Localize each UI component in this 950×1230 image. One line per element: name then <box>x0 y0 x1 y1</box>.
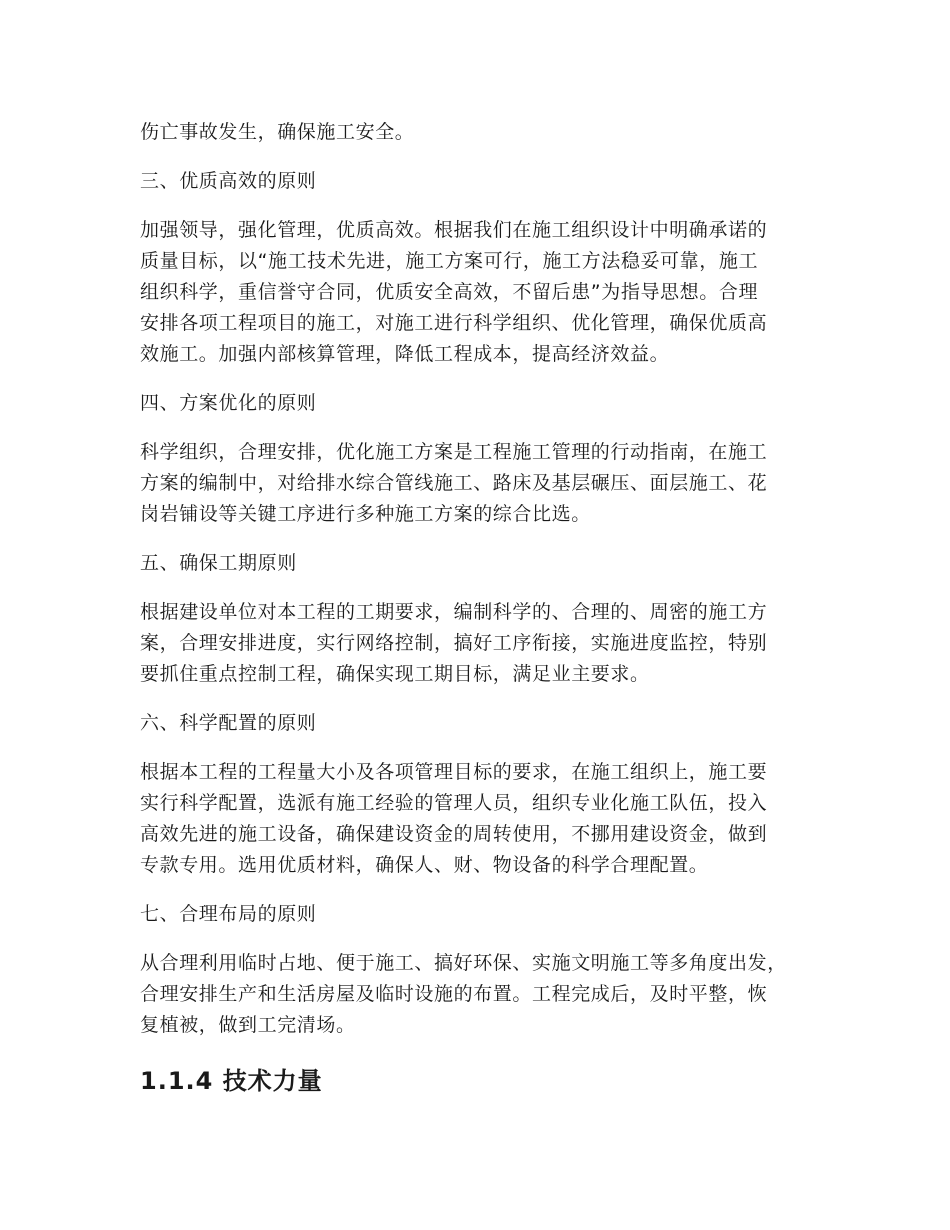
paragraph-scientific-allocation <box>140 757 830 881</box>
text-line: 高效先进的施工设备，确保建设资金的周转使用，不挪用建设资金，做到 <box>140 823 768 845</box>
text-line: 根据本工程的工程量大小及各项管理目标的要求，在施工组织上，施工要 <box>140 761 768 783</box>
text-line: 方案的编制中，对给排水综合管线施工、路床及基层碾压、面层施工、花 <box>140 472 768 494</box>
heading-text: 七、合理布局的原则 <box>140 903 317 925</box>
document-body <box>140 117 830 1099</box>
text-line: 实行科学配置，选派有施工经验的管理人员，组织专业化施工队伍，投入 <box>140 792 768 814</box>
text-line: 科学组织，合理安排，优化施工方案是工程施工管理的行动指南，在施工 <box>140 441 768 463</box>
paragraph-quality <box>140 215 830 370</box>
text-line: 合理安排生产和生活房屋及临时设施的布置。工程完成后，及时平整，恢 <box>140 983 768 1005</box>
text-line: 加强领导，强化管理，优质高效。根据我们在施工组织设计中明确承诺的 <box>140 219 768 241</box>
heading-schedule-principle <box>140 548 830 579</box>
text-line: 要抓住重点控制工程，确保实现工期目标，满足业主要求。 <box>140 663 650 685</box>
text-line: 根据建设单位对本工程的工期要求，编制科学的、合理的、周密的施工方 <box>140 601 768 623</box>
text-line: 效施工。加强内部核算管理，降低工程成本，提高经济效益。 <box>140 343 670 365</box>
text-line: 从合理利用临时占地、便于施工、搞好环保、实施文明施工等多角度出发， <box>140 952 787 974</box>
paragraph-plan-optimization <box>140 437 830 530</box>
heading-text: 五、确保工期原则 <box>140 552 297 574</box>
section-heading-technical-strength <box>140 1063 830 1099</box>
section-heading-text: 1.1.4 技术力量 <box>140 1067 323 1095</box>
text-line: 组织科学，重信誉守合同，优质安全高效，不留后患”为指导思想。合理 <box>140 281 759 303</box>
heading-scientific-allocation <box>140 708 830 739</box>
paragraph-schedule <box>140 597 830 690</box>
text-line: 复植被，做到工完清场。 <box>140 1014 356 1036</box>
heading-text: 三、优质高效的原则 <box>140 170 317 192</box>
text-line: 案，合理安排进度，实行网络控制，搞好工序衔接，实施进度监控，特别 <box>140 632 768 654</box>
text-line: 伤亡事故发生，确保施工安全。 <box>140 121 415 143</box>
heading-quality-principle <box>140 166 830 197</box>
heading-layout-principle <box>140 899 830 930</box>
text-line: 岗岩铺设等关键工序进行多种施工方案的综合比选。 <box>140 503 591 525</box>
text-line: 安排各项工程项目的施工，对施工进行科学组织、优化管理，确保优质高 <box>140 312 768 334</box>
paragraph-safety-end <box>140 117 830 148</box>
text-line: 质量目标，以“施工技术先进，施工方案可行，施工方法稳妥可靠，施工 <box>140 250 759 272</box>
heading-text: 四、方案优化的原则 <box>140 392 317 414</box>
heading-text: 六、科学配置的原则 <box>140 712 317 734</box>
text-line: 专款专用。选用优质材料，确保人、财、物设备的科学合理配置。 <box>140 854 709 876</box>
heading-plan-optimization <box>140 388 830 419</box>
paragraph-layout <box>140 948 830 1041</box>
